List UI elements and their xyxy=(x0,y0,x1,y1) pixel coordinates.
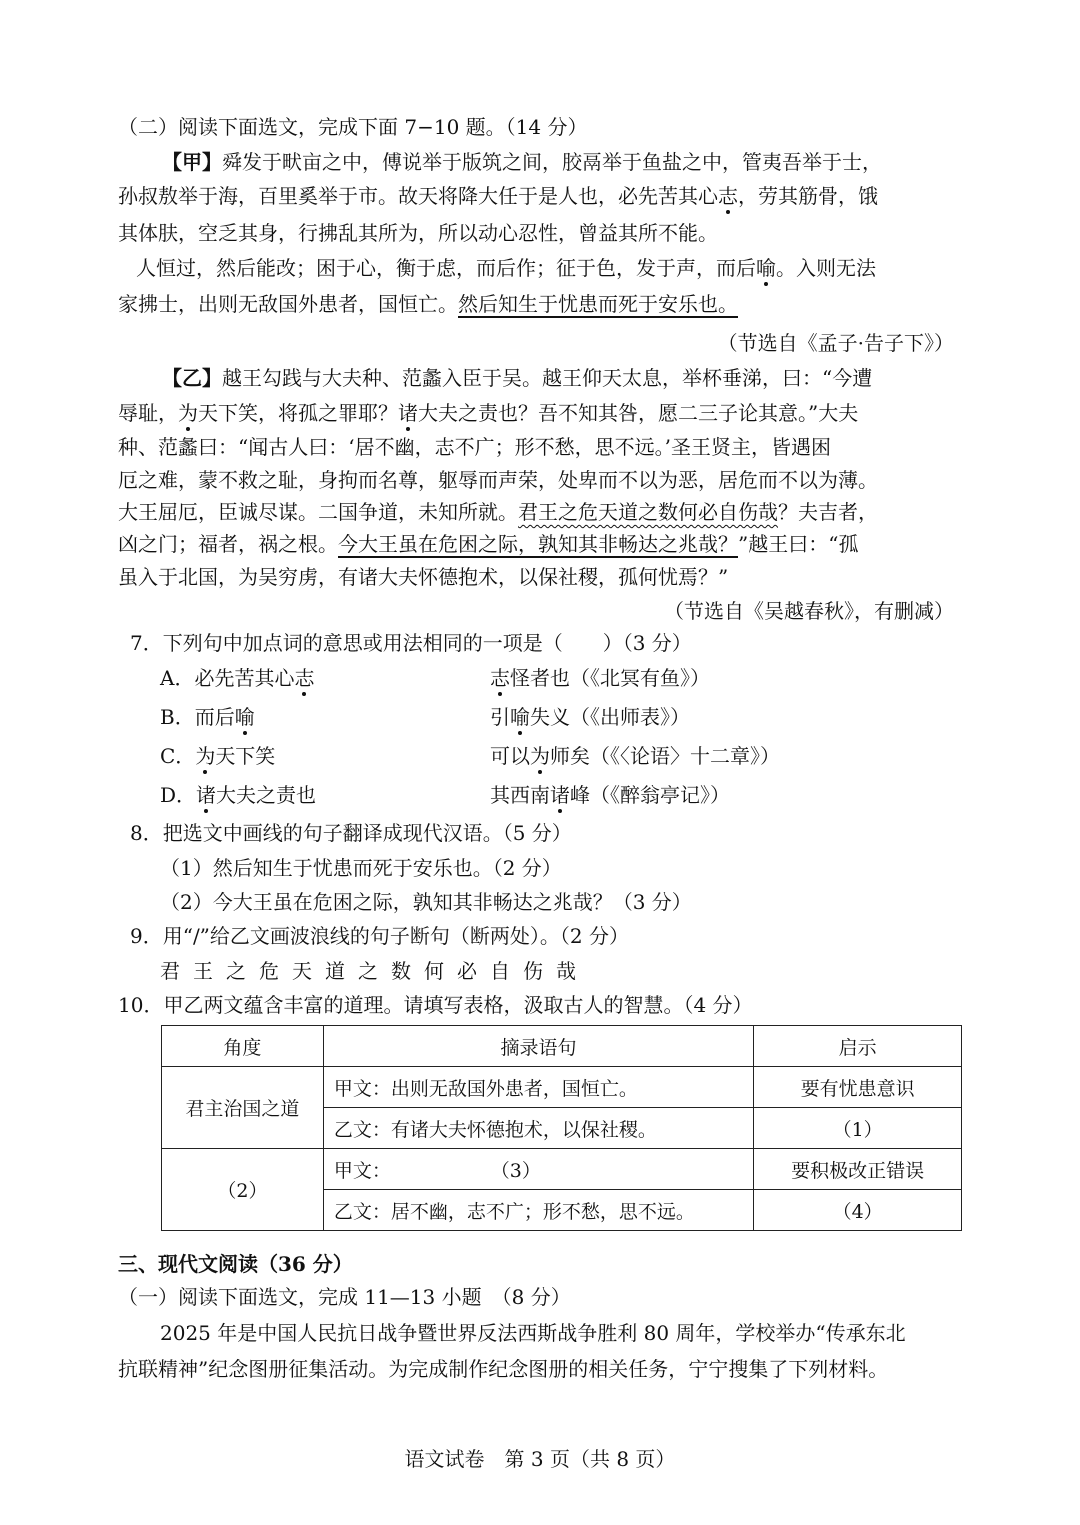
q8-stem: 8．把选文中画线的句子翻译成现代汉语。（5 分） xyxy=(130,821,572,845)
yi-text: 天下笑，将孤之罪耶？ xyxy=(198,401,398,425)
yi-text: 辱耻， xyxy=(118,401,178,425)
angle-blank: （2） xyxy=(162,1149,324,1231)
q7-option-d-right xyxy=(490,781,730,809)
section3-p1: 2025 年是中国人民抗日战争暨世界反法西斯战争胜利 80 周年，学校举办“传承东北 xyxy=(160,1321,906,1345)
jia-line-4 xyxy=(136,254,876,282)
dotted-char: 诸 xyxy=(398,401,418,425)
option-text: 天下笑 xyxy=(215,744,276,768)
q7-option-d xyxy=(160,781,316,809)
quote-cell xyxy=(323,1149,753,1190)
jia-line-5 xyxy=(118,290,738,318)
page-footer: 语文试卷 第 3 页（共 8 页） xyxy=(404,1447,676,1471)
yi-text: 凶之门；福者，祸之根。 xyxy=(118,532,338,556)
quote-label: 甲文： xyxy=(333,1159,391,1182)
yi-line-1 xyxy=(162,364,872,392)
table-header: 启示 xyxy=(754,1026,962,1067)
q8-item-1: （1）然后知生于忧患而死于安乐也。（2 分） xyxy=(160,856,562,880)
insight-cell: 要积极改正错误 xyxy=(754,1149,962,1190)
section-heading: （二）阅读下面选文，完成下面 7−10 题。（14 分） xyxy=(118,115,588,139)
yi-line-4: 厄之难，蒙不救之耻，身拘而名尊，躯辱而声荣，处卑而不以为恶，居危而不以为薄。 xyxy=(118,468,878,492)
section3-heading: 三、现代文阅读（36 分） xyxy=(118,1252,353,1276)
quote-cell: 乙文：居不幽，志不广；形不愁，思不远。 xyxy=(323,1190,753,1231)
dotted-char: 喻 xyxy=(756,256,776,280)
jia-source: （节选自《孟子·告子下》） xyxy=(717,331,954,355)
q7-option-b xyxy=(160,703,255,731)
yi-marker: 【乙】 xyxy=(162,366,222,390)
q7-option-a-right xyxy=(490,664,710,692)
jia-text: 人恒过，然后能改；困于心，衡于虑，而后作；征于色，发于声，而后 xyxy=(136,256,756,280)
dotted-char: 喻 xyxy=(234,705,255,729)
angle-cell: 君主治国之道 xyxy=(162,1067,324,1149)
jia-line-1 xyxy=(162,148,882,176)
dotted-char: 喻 xyxy=(510,705,530,729)
option-label: B． xyxy=(160,705,195,729)
q8-item-2: （2）今大王虽在危困之际，孰知其非畅达之兆哉？（3 分） xyxy=(160,890,692,914)
option-label: D． xyxy=(160,783,197,807)
yi-text: 大王屈厄，臣诚尽谋。二国争道，未知所就。 xyxy=(118,500,518,524)
yi-line-5 xyxy=(118,498,878,526)
option-text: 师矣（《〈论语〉十二章》） xyxy=(550,744,780,768)
option-label: C． xyxy=(160,744,196,768)
yi-line-2 xyxy=(118,399,858,427)
yi-line-7: 虽入于北国，为吴穷虏，有诸大夫怀德抱术，以保社稷，孤何忧焉？” xyxy=(118,565,729,589)
table-header: 摘录语句 xyxy=(323,1026,753,1067)
yi-line-6 xyxy=(118,530,858,558)
jia-line-3: 其体肤，空乏其身，行拂乱其所为，所以动心忍性，曾益其所不能。 xyxy=(118,221,718,245)
jia-line-2 xyxy=(118,182,878,210)
option-text: 其西南 xyxy=(490,783,550,807)
q7-option-c xyxy=(160,742,275,770)
quote-blank: （3） xyxy=(490,1159,541,1182)
option-text: 失义（《出师表》） xyxy=(530,705,690,729)
yi-text: ？夫吉者， xyxy=(778,500,878,524)
dotted-char: 志 xyxy=(294,666,315,690)
q10-stem: 10．甲乙两文蕴含丰富的道理。请填写表格，汲取古人的智慧。（4 分） xyxy=(118,993,753,1017)
option-text: 必先苦其心 xyxy=(194,666,295,690)
table-row xyxy=(162,1067,962,1108)
option-text: 怪者也（《北冥有鱼》） xyxy=(510,666,710,690)
option-text: 引 xyxy=(490,705,510,729)
jia-marker: 【甲】 xyxy=(162,150,222,174)
q9-sentence: 君王之危天道之数何必自伤哉 xyxy=(160,959,589,983)
dotted-char: 为 xyxy=(530,744,550,768)
insight-blank: （4） xyxy=(754,1190,962,1231)
yi-text: ”越王曰：“孤 xyxy=(738,532,859,556)
q7-option-b-right xyxy=(490,703,690,731)
q9-stem: 9．用“/”给乙文画波浪线的句子断句（断两处）。（2 分） xyxy=(130,924,629,948)
table-header: 角度 xyxy=(162,1026,324,1067)
section3-p2: 抗联精神”纪念图册征集活动。为完成制作纪念图册的相关任务，宁宁搜集了下列材料。 xyxy=(118,1357,889,1381)
quote-cell: 甲文：出则无敌国外患者，国恒亡。 xyxy=(323,1067,753,1108)
yi-source: （节选自《吴越春秋》，有删减） xyxy=(664,599,954,623)
table-row xyxy=(162,1149,962,1190)
option-label: A． xyxy=(160,666,195,690)
option-text: 峰（《醉翁亭记》） xyxy=(570,783,730,807)
yi-text: 大夫之责也？吾不知其咎，愿二三子论其意。”大夫 xyxy=(418,401,859,425)
jia-text: 舜发于畎亩之中，傅说举于版筑之间，胶鬲举于鱼盐之中，管夷吾举于士， xyxy=(222,150,882,174)
dotted-char: 志 xyxy=(490,666,510,690)
table-header-row xyxy=(162,1026,962,1067)
underlined-sentence: 今大王虽在危困之际，孰知其非畅达之兆哉？ xyxy=(338,532,738,556)
section3-sub: （一）阅读下面选文，完成 11—13 小题 （8 分） xyxy=(118,1285,571,1309)
dotted-char: 诸 xyxy=(550,783,570,807)
dotted-char: 诸 xyxy=(196,783,217,807)
jia-text: 。入则无法 xyxy=(776,256,876,280)
yi-line-3: 种、范蠡曰：“闻古人曰：‘居不幽，志不广；形不愁，思不远。’圣王贤主，皆遇困 xyxy=(118,435,831,459)
jia-text: 孙叔敖举于海，百里奚举于市。故天将降大任于是人也，必先苦其心 xyxy=(118,184,718,208)
q7-option-c-right xyxy=(490,742,780,770)
q10-table xyxy=(161,1025,962,1231)
q7-option-a xyxy=(160,664,314,692)
dotted-char: 志 xyxy=(718,184,738,208)
q7-stem: 7．下列句中加点词的意思或用法相同的一项是（ ）（3 分） xyxy=(130,631,692,655)
option-text: 而后 xyxy=(194,705,235,729)
option-text: 大夫之责也 xyxy=(216,783,317,807)
insight-cell: 要有忧患意识 xyxy=(754,1067,962,1108)
yi-text: 越王勾践与大夫种、范蠡入臣于吴。越王仰天太息，举杯垂涕，曰：“今遭 xyxy=(222,366,873,390)
quote-cell: 乙文：有诸大夫怀德抱术，以保社稷。 xyxy=(323,1108,753,1149)
dotted-char: 为 xyxy=(195,744,216,768)
option-text: 可以 xyxy=(490,744,530,768)
jia-text: 家拂士，出则无敌国外患者，国恒亡。 xyxy=(118,292,458,316)
dotted-char: 为 xyxy=(178,401,198,425)
insight-blank: （1） xyxy=(754,1108,962,1149)
wavy-sentence: 君王之危天道之数何必自伤哉 xyxy=(518,500,778,524)
jia-text: ，劳其筋骨，饿 xyxy=(738,184,878,208)
underlined-sentence: 然后知生于忧患而死于安乐也。 xyxy=(458,292,738,316)
